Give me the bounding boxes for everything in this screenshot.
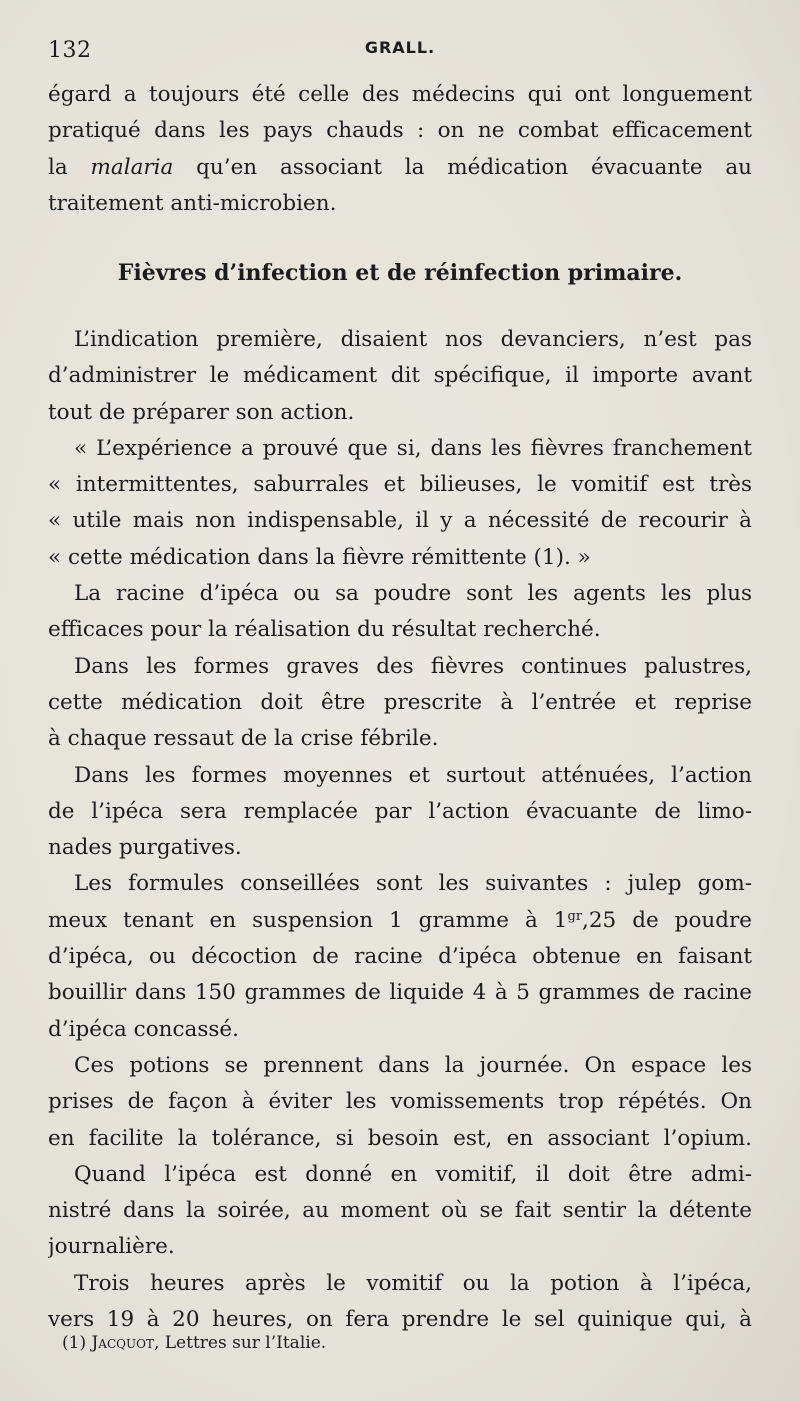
text-line: « utile mais non indispensable, il y a nécessité de recourir à <box>48 508 752 534</box>
text-line: en facilite la tolérance, si besoin est, en associant l’opium. <box>48 1125 752 1151</box>
text-line: d’administrer le médicament dit spécifique, il importe avant <box>48 363 752 389</box>
text-line: à chaque ressaut de la crise fébrile. <box>48 726 439 752</box>
footnote-text: , Lettres sur l’Italie. <box>153 1333 327 1353</box>
text-line: d’ipéca concassé. <box>48 1016 239 1042</box>
footnote <box>62 1333 752 1353</box>
footnote-mark: (1) <box>62 1333 92 1353</box>
text-line: Ces potions se prennent dans la journée. On espace les <box>74 1052 752 1078</box>
text-line: Trois heures après le vomitif ou la potion à l’ipéca, <box>74 1270 752 1296</box>
text-line: La racine d’ipéca ou sa poudre sont les agents les plus <box>74 581 752 607</box>
text-line: L’indication première, disaient nos devanciers, n’est pas <box>74 327 752 352</box>
text-line: prises de façon à éviter les vomissements trop répétés. On <box>48 1089 752 1115</box>
text-line: d’ipéca, ou décoction de racine d’ipéca obtenue en faisant <box>48 944 752 970</box>
text-line: « L’expérience a prouvé que si, dans les fièvres franchement <box>74 435 752 461</box>
page-number: 132 <box>48 38 92 63</box>
text-line: égard a toujours été celle des médecins qui ont longuement <box>48 82 752 107</box>
text-line: Quand l’ipéca est donné en vomitif, il doit être admi- <box>74 1161 752 1187</box>
italic-term: malaria <box>90 154 174 180</box>
text-line: vers 19 à 20 heures, on fera prendre le sel quinique qui, à <box>48 1307 752 1333</box>
text-line: Dans les formes moyennes et surtout atténuées, l’action <box>74 762 752 788</box>
footnote-author: Jacquot <box>91 1333 154 1353</box>
text-line: journalière. <box>48 1234 175 1260</box>
running-head: GRALL. <box>364 38 436 57</box>
text-line: « intermittentes, saburrales et bilieuses, le vomitif est très <box>48 472 752 498</box>
intro-paragraph <box>48 77 752 222</box>
body-text <box>48 322 752 1338</box>
text-line: « cette médication dans la fièvre rémittente (1). » <box>48 544 591 570</box>
text-line: traitement anti-microbien. <box>48 190 337 216</box>
text-line: tout de préparer son action. <box>48 399 355 425</box>
text-line: la malaria qu’en associant la médication évacuante au <box>48 154 752 180</box>
text-line: efficaces pour la réalisation du résultat recherché. <box>48 617 601 643</box>
text-line: pratiqué dans les pays chauds : on ne combat efficacement <box>48 118 752 144</box>
text-line: Dans les formes graves des fièvres continues palustres, <box>74 653 752 679</box>
text-line: Les formules conseillées sont les suivantes : julep gom- <box>74 871 752 897</box>
text-line: nades purgatives. <box>48 835 242 861</box>
text-line: bouillir dans 150 grammes de liquide 4 à 5 grammes de racine <box>48 980 752 1006</box>
section-heading: Fièvres d’infection et de réinfection primaire. <box>117 260 683 286</box>
text-line: nistré dans la soirée, au moment où se fait sentir la détente <box>48 1198 752 1224</box>
text-line: meux tenant en suspension 1 gramme à $1^{gr},25$ de poudre <box>48 907 752 933</box>
superscript-unit: gr <box>567 908 583 924</box>
text-line: cette médication doit être prescrite à l’entrée et reprise <box>48 689 752 715</box>
page-header <box>48 32 752 72</box>
text-line: de l’ipéca sera remplacée par l’action évacuante de limo- <box>48 798 752 824</box>
